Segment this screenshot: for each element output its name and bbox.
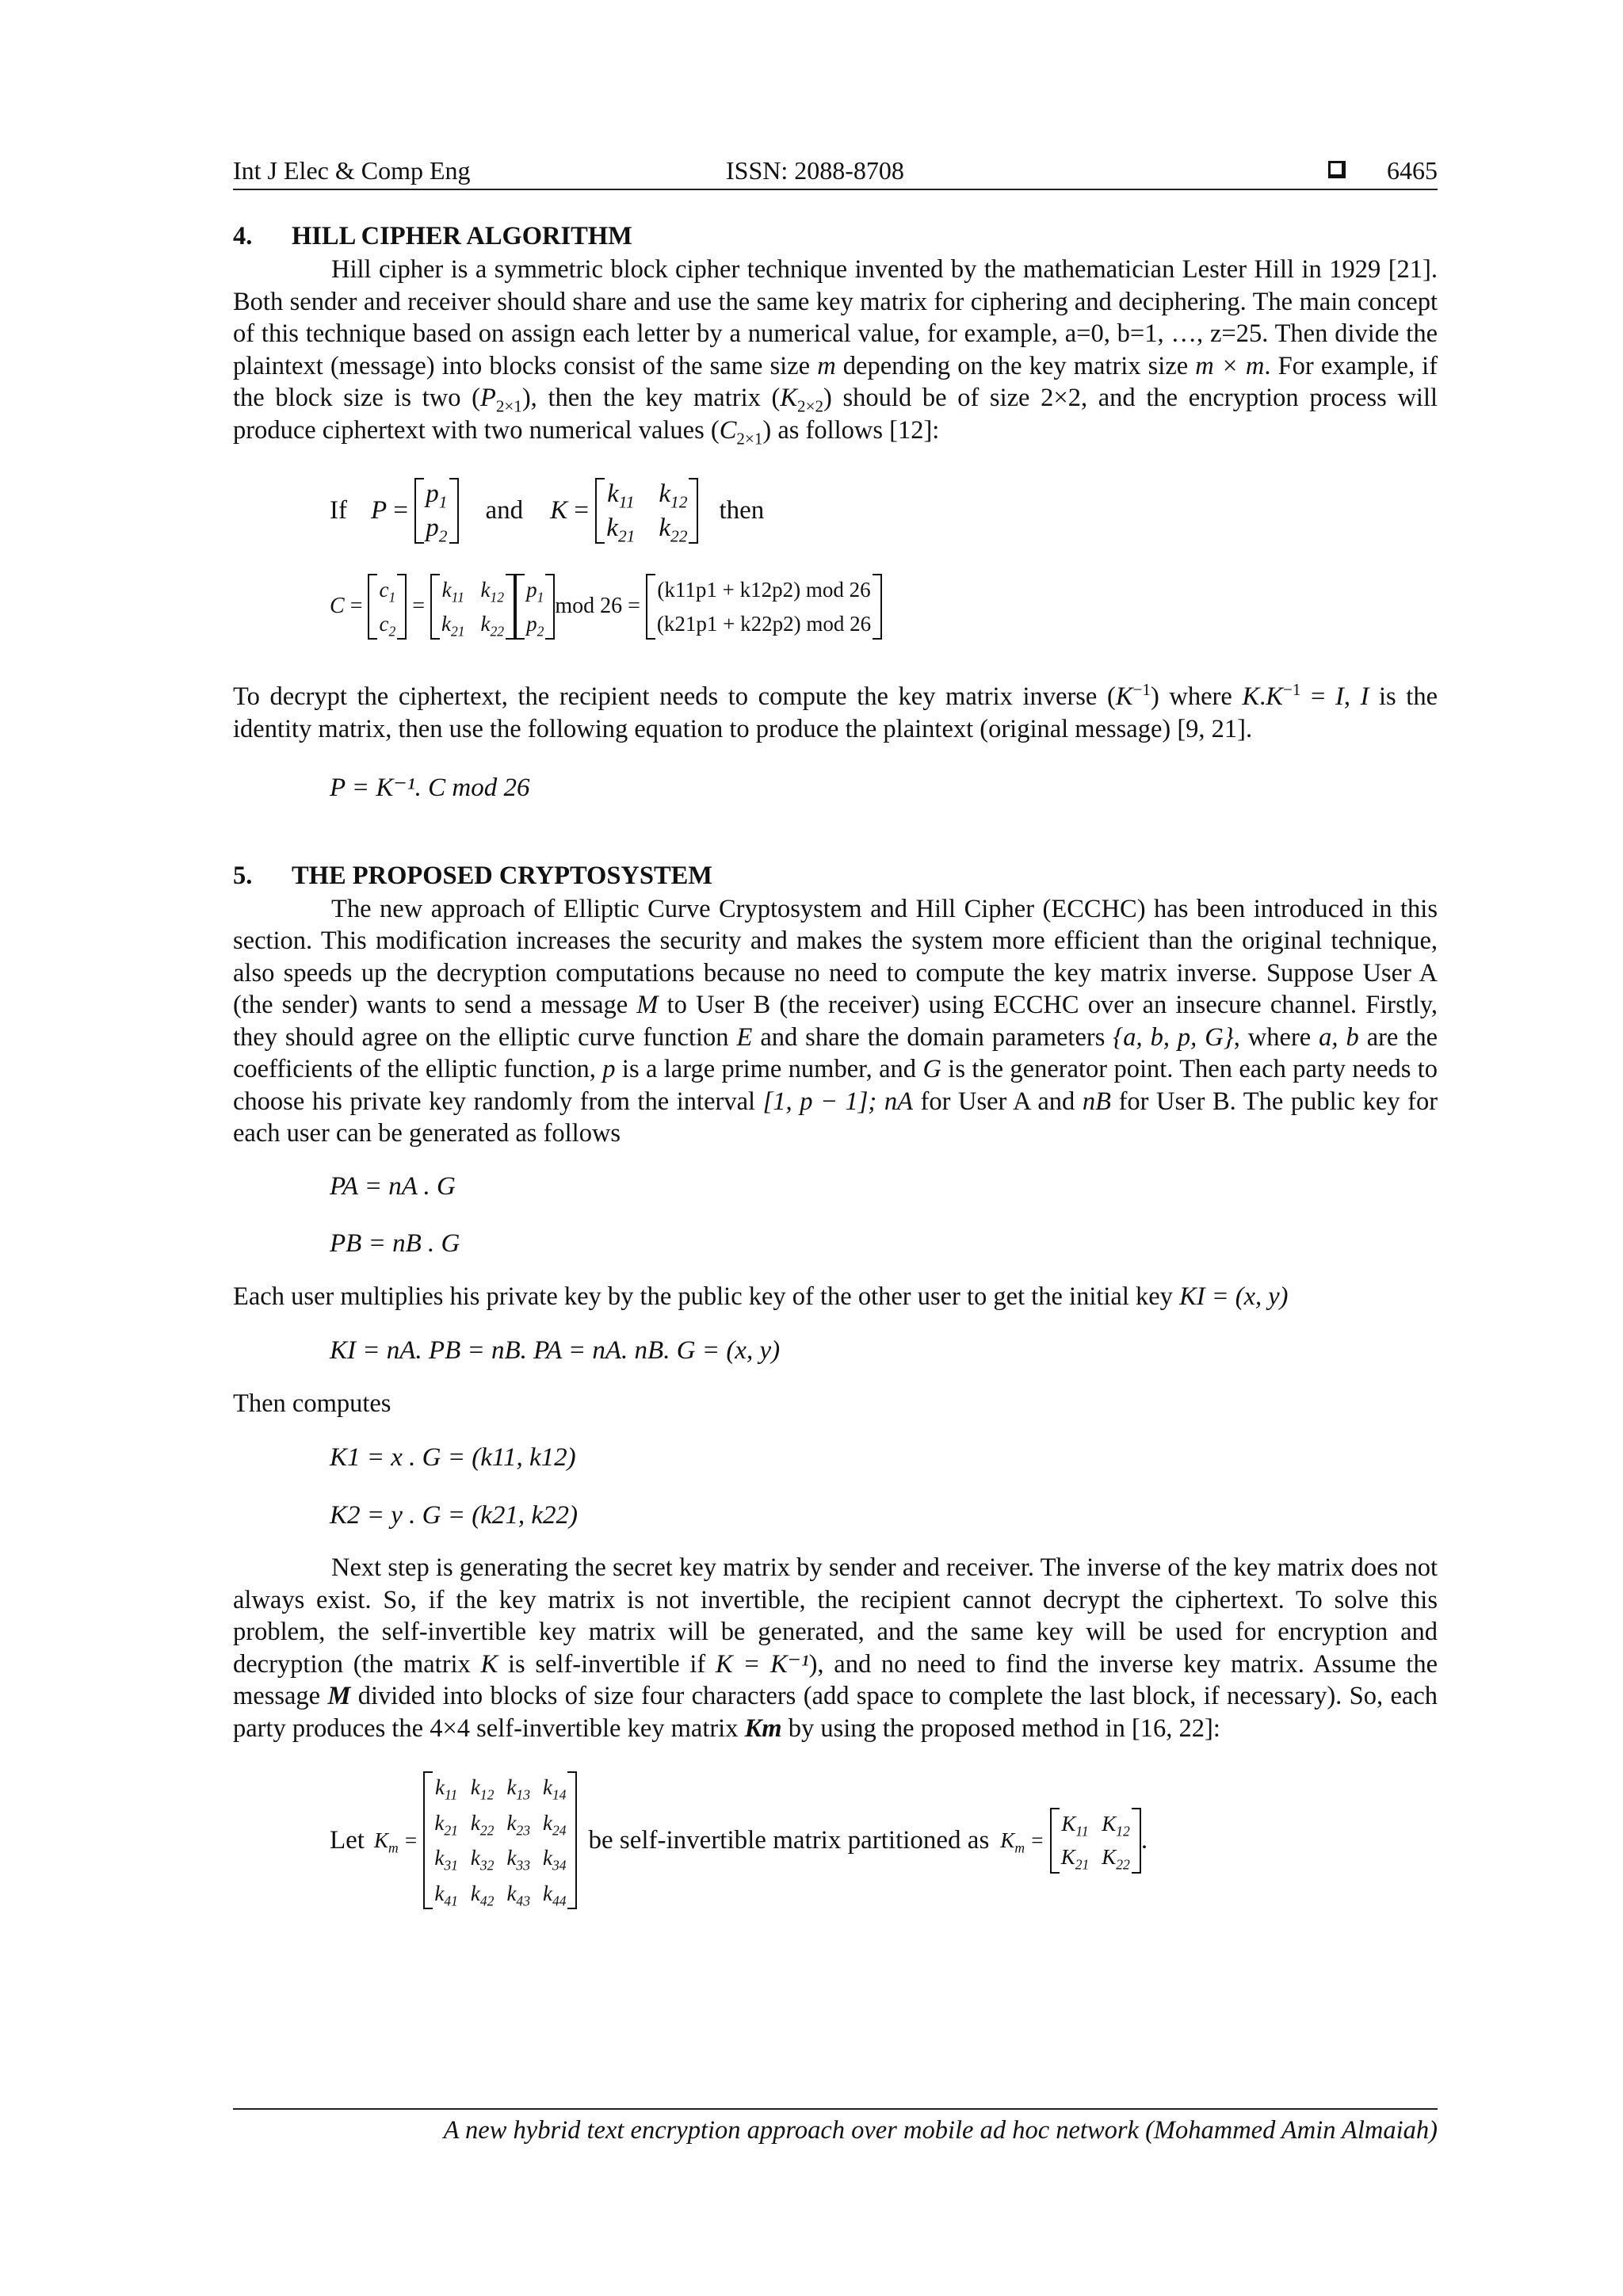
math-params: {a, b, p, G} <box>1113 1022 1234 1052</box>
mod-label: mod 26 <box>555 594 623 619</box>
matrix-K-product: $k_{11}$ $k_{12}$ $k_{21}$ $k_{22}$ <box>430 574 515 640</box>
text-run: is the generator point. Then each party needs to choose his private key randomly from the interval <box>233 1055 1438 1116</box>
text-run: ), and no need to find the inverse key matrix. Assume the message <box>233 1649 1438 1710</box>
equation-decrypt: P = K⁻¹. C mod 26 <box>330 774 530 802</box>
text-run: Next step is generating the secret key matrix by sender and receiver. The inverse of the key matrix does not always exist. So, if the key matrix is not invertible, the recipient cannot decrypt the ciphertext. To solve this problem, the self-invertible key matrix will be generated, and the same key will be used for encryption and decryption (the matrix <box>233 1553 1438 1679</box>
text-run: divided into blocks of size four characters (add space to complete the last block, if necessary). So, each party produces the <box>233 1682 1438 1743</box>
square-bullet-icon <box>1328 161 1346 178</box>
equation-Km-partition: Let $K_m$ = $k_{11}$ $k_{12}$ $k_{13}$ $k_{14}$ $k_{21}$ $k_{22}$ $k_{23}$ $k_{24}$ $k_{31}$ $k_{32}$ $k_{33}$ $k_{34}$ $k_{41}$ $k_{42}$ $k_{43}$ $k_{44}$ be self-invertible matrix partitioned as $K_m$ = $K_{11}$ $K_{12}$ $K_{21}$ $K_{22}$ . <box>330 1771 1438 1909</box>
math-G: G <box>922 1055 941 1083</box>
math-E: E <box>736 1022 753 1052</box>
math-m: m <box>817 351 836 380</box>
math-Km: Km <box>744 1713 782 1743</box>
math-self-invertible: K = K⁻¹ <box>715 1649 809 1679</box>
math-sub: 2×1 <box>736 429 763 448</box>
text-run: Each user multiplies his private key by the public key of the other user to get the initial key <box>233 1282 1173 1311</box>
math-size: 4×4 <box>430 1713 471 1743</box>
math-M-bold: M <box>327 1682 351 1710</box>
text-run: . For example, if the block size is two ( <box>233 351 1438 412</box>
text-run: to User B (the receiver) using ECCHC over an insecure channel. Firstly, they should agree on the elliptic curve function <box>233 991 1438 1052</box>
text-run: To decrypt the ciphertext, the recipient needs to compute the key matrix inverse ( <box>233 682 1116 711</box>
initial-key-paragraph <box>233 1281 1438 1313</box>
text-run: ) should be of size <box>823 384 1030 412</box>
text-run: for User A and <box>920 1087 1075 1116</box>
result-row-1: (k11p1 + k12p2) mod 26 <box>657 578 871 602</box>
text-run: for User B. The public key for each user can be generated as follows <box>233 1087 1438 1148</box>
math-C: C <box>719 415 737 445</box>
section-title: HILL CIPHER ALGORITHM <box>292 222 632 250</box>
section-5-heading <box>233 860 1438 893</box>
equation-K2: K2 = y . G = (k21, k22) <box>330 1500 579 1530</box>
matrix-K: $k_{11}$ $k_{12}$ $k_{21}$ $k_{22}$ <box>595 478 698 544</box>
text-run: ), then the key matrix ( <box>521 384 781 412</box>
math-interval: [1, p − 1]; <box>762 1087 877 1116</box>
section-number: 4. <box>233 222 253 250</box>
math-sub: 2×2 <box>797 396 824 416</box>
page-number: 6465 <box>1387 156 1438 185</box>
then-computes-paragraph: Then computes <box>233 1389 391 1418</box>
key-matrix-paragraph <box>233 1552 1438 1744</box>
if-label: If <box>330 496 347 525</box>
math-K: K <box>780 384 798 412</box>
text-run: self-invertible key matrix <box>476 1713 739 1743</box>
text-run: are the coefficients of the elliptic function, <box>233 1022 1438 1083</box>
math-K: K <box>480 1649 498 1679</box>
equation-K1: K1 = x . G = (k11, k12) <box>330 1443 576 1472</box>
equation-KI: KI = nA. PB = nB. PA = nA. nB. G = (x, y) <box>330 1336 781 1365</box>
math-ab: a, b <box>1319 1022 1359 1052</box>
matrix-P-product: $p_1$ $p_2$ <box>515 574 555 640</box>
result-row-2: (k21p1 + k22p2) mod 26 <box>656 611 872 636</box>
text-run: is the identity matrix, then use the following equation to produce the plaintext (original message) [9, 21]. <box>233 682 1438 743</box>
let-label: Let <box>330 1825 365 1855</box>
math-P: P <box>479 384 496 412</box>
text-run: and share the domain parameters <box>760 1022 1106 1052</box>
text-run: ) as follows [12]: <box>762 415 940 445</box>
math-KI: KI = (x, y) <box>1179 1282 1289 1311</box>
math-nB: nB <box>1082 1087 1111 1116</box>
page-header <box>233 153 1438 188</box>
page-content <box>233 220 1438 1909</box>
partition-text: be self-invertible matrix partitioned as <box>588 1825 990 1855</box>
math-nA: nA <box>884 1087 913 1116</box>
math-size: 2×2 <box>1041 384 1081 412</box>
and-label: and <box>485 496 524 525</box>
text-run: Hill cipher is a symmetric block cipher technique invented by the mathematician Lester Hill in 1929 [21]. Both sender and receiver should share and use the same key matrix for ciphering and deciphering. The main concept of this technique based on assign each letter by a numerical value, for example, a=0, b=1, …, z=25. Then divide the plaintext (message) into blocks consist of the same size <box>233 255 1438 380</box>
header-divider <box>233 189 1438 190</box>
section-number: 5. <box>233 861 253 890</box>
section-title: THE PROPOSED CRYPTOSYSTEM <box>292 861 712 890</box>
math-p: p <box>602 1055 616 1083</box>
equation-PA: PA = nA . G <box>330 1171 456 1201</box>
matrix-result <box>646 574 882 640</box>
equation-P-K-definition: If P = $p_1$ $p_2$ and K = $k_{11}$ $k_{12}$ $k_{21}$ $k_{22}$ then <box>330 479 765 546</box>
text-run: The new approach of Elliptic Curve Cryptosystem and Hill Cipher (ECCHC) has been introduced in this section. This modification increases the security and makes the system more efficient than the original technique, also speeds up the decryption computations because no need to compute the key matrix inverse. Suppose User A (the sender) wants to send a message <box>233 894 1438 1019</box>
text-run: , and the encryption process will produce ciphertext with two numerical values ( <box>233 384 1438 445</box>
math-mxm: m × m <box>1195 351 1265 380</box>
decrypt-paragraph: To decrypt the ciphertext, the recipient needs to compute the key matrix inverse $(K^{-1})$ where $K.K^{-1} = I$, I is the identity matrix, then use the following equation to produce the plaintext (original message) [9, 21]. <box>233 680 1438 743</box>
math-M: M <box>636 991 659 1019</box>
matrix-C: $c_1$ $c_2$ <box>368 574 407 640</box>
text-run: is a large prime number, and <box>621 1055 917 1083</box>
matrix-Km-blocks: $K_{11}$ $K_{12}$ $K_{21}$ $K_{22}$ <box>1050 1808 1141 1874</box>
section-4-heading <box>233 220 1438 254</box>
text-run: ) where <box>1150 682 1232 711</box>
hill-cipher-paragraph <box>233 254 1438 446</box>
text-run: by using the proposed method in [16, 22]: <box>788 1713 1220 1743</box>
text-run: is self-invertible if <box>507 1649 706 1679</box>
issn: ISSN: 2088-8708 <box>726 156 904 185</box>
journal-name: Int J Elec & Comp Eng <box>233 156 471 185</box>
text-run: , where <box>1233 1022 1312 1052</box>
equation-PB: PB = nB . G <box>330 1229 460 1258</box>
text-run: depending on the key matrix size <box>842 351 1189 380</box>
proposed-cryptosystem-paragraph <box>233 893 1438 1150</box>
footer-divider <box>233 2108 1438 2110</box>
page-footer: A new hybrid text encryption approach over mobile ad hoc network (Mohammed Amin Almaiah) <box>443 2116 1438 2145</box>
equation-encrypt: C = $c_1$ $c_2$ = $k_{11}$ $k_{12}$ $k_{21}$ $k_{22}$ $p_1$ $p_2$ mod 26 = (k11p1 + k12p2) mod 26 (k21p1 + k22p2) mod 26 <box>330 574 1438 640</box>
matrix-P: $p_1$ $p_2$ <box>414 478 458 544</box>
math-sub: 2×1 <box>495 396 522 416</box>
then-label: then <box>719 496 765 525</box>
matrix-Km-4x4: $k_{11}$ $k_{12}$ $k_{13}$ $k_{14}$ $k_{21}$ $k_{22}$ $k_{23}$ $k_{24}$ $k_{31}$ $k_{32}$ $k_{33}$ $k_{34}$ $k_{41}$ $k_{42}$ $k_{43}$ $k_{44}$ <box>423 1771 577 1909</box>
